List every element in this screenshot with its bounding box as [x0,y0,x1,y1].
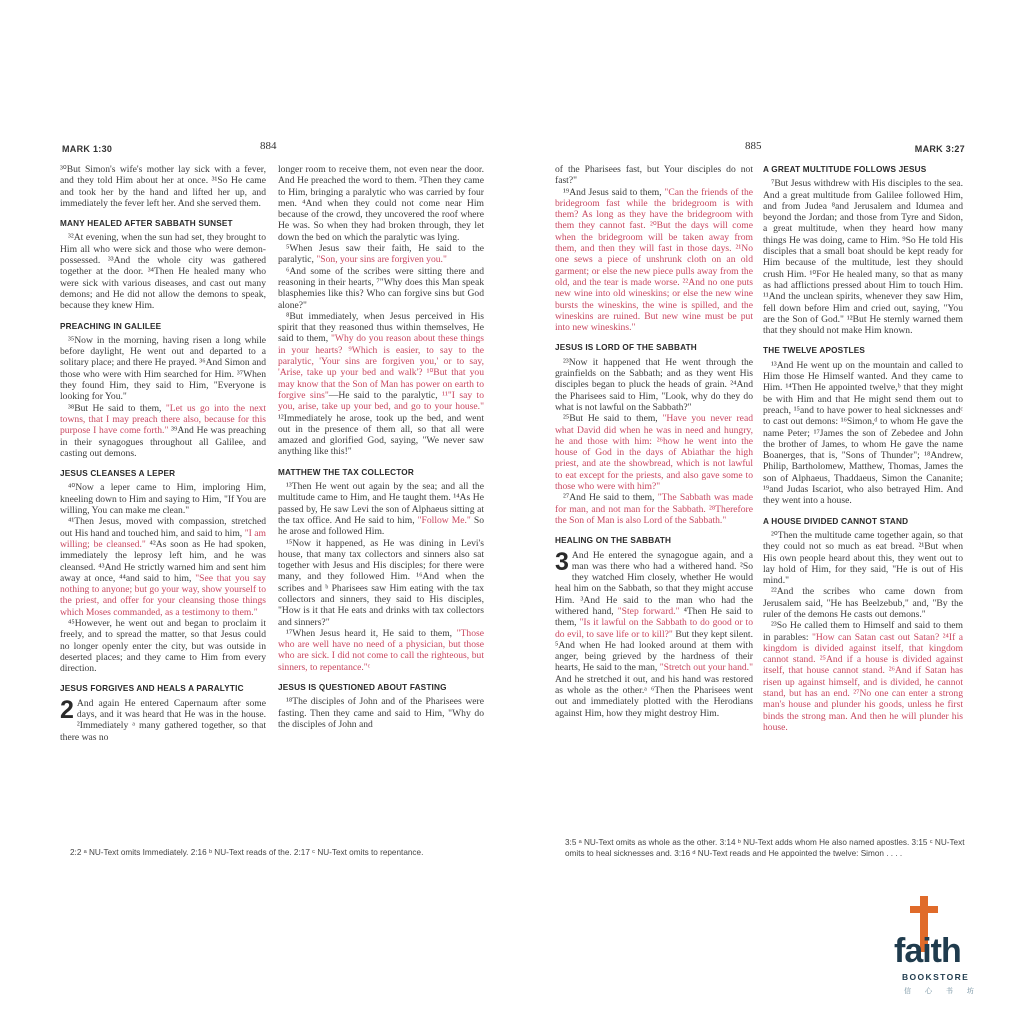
faith-bookstore-logo [892,896,992,1006]
running-head [555,140,965,158]
column-left [60,164,266,743]
paragraph [555,187,753,334]
paragraph [278,481,484,537]
paragraph [60,403,266,459]
chapter-number: 2 [60,695,74,724]
paragraph: of the Pharisees fast, but Your disciples do not fast?" [555,164,753,187]
words-of-jesus: "How can Satan cast out Satan? ²⁴If a kingdom is divided against itself, that kingdom cannot stand. ²⁵And if a house is divided against itself, that house cannot stand. ²⁶And if Satan has risen up against himself, and is divided, he cannot stand, but has an end. ²⁷No one can enter a strong man's house and plunder his goods, unless he first binds the strong man. And then he will plunder his house. [763,631,963,733]
text: And again He entered Capernaum after some days, and it was heard that He was in the house. ²Immediately ᵃ many gathered together, so that there was no [60,697,266,743]
running-reference: MARK 1:30 [62,144,113,154]
footnotes [70,848,423,859]
page-number: 884 [260,140,277,152]
paragraph: ⁴⁰Now a leper came to Him, imploring Him, kneeling down to Him and saying to Him, "If You are willing, You can make me clean." [60,482,266,517]
text: And he stretched it out, and his hand was restored as whole as the other.ᵃ ⁶Then the Pharisees went out and immediately plotted with the Herodians against Him, how they might destroy Him. [555,673,753,719]
words-of-jesus: "I am willing; be cleansed." [60,527,266,550]
chapter-number: 3 [555,547,569,576]
paragraph [278,243,484,266]
text: ²⁷And He said to them, [563,492,658,504]
column-right [763,164,963,733]
paragraph [555,413,753,492]
text: ⁴¹Then Jesus, moved with compassion, stretched out His hand and touched him, and said to him, [60,516,266,539]
words-of-jesus: "Follow Me." [417,514,471,526]
cross-icon-bar [910,906,938,913]
text: ¹²Immediately he arose, took up the bed, and went out in the presence of them all, so that all were amazed and glorified God, saying, "We never saw anything like this!" [278,412,484,458]
column-left [555,164,753,719]
paragraph: ¹⁸The disciples of John and of the Pharisees were fasting. Then they came and said to Him, "Why do the disciples of John and [278,696,484,730]
section-heading: HEALING ON THE SABBATH [555,536,672,546]
paragraph: ²⁰Then the multitude came together again, so that they could not so much as eat bread. ²¹But when His own people heard about this, they went out to lay hold of Him, for they said, "He is out of His mind." [763,529,963,587]
text: —He said to the paralytic, [328,389,443,401]
words-of-jesus: "See that you say nothing to anyone; but go your way, show yourself to the priest, and offer for your cleansing those things which Moses commanded, as a testimony to them." [60,572,266,618]
paragraph: longer room to receive them, not even near the door. And He preached the word to them. ³Then they came to Him, bringing a paralytic who was carried by four men. ⁴And when they could not come near Him because of the crowd, they uncovered the roof where He was. So when they had broken through, they let down the bed on which the paralytic was lying. [278,164,484,243]
words-of-jesus: "Why do you reason about these things in your hearts? ⁹Which is easier, to say to the paralytic, 'Your sins are forgiven you,' or to say, 'Arise, take up your bed and walk'? ¹⁰But that you may know that the Son of Man has power on earth to forgive sins" [278,333,484,401]
footnotes [565,838,965,859]
text: ⁵When Jesus saw their faith, He said to the paralytic, [278,243,484,266]
section-heading: PREACHING IN GALILEE [60,321,162,331]
text: ¹³Then He went out again by the sea; and all the multitude came to Him, and He taught them. ¹⁴As He passed by, He saw Levi the son of Alphaeus sitting at the tax office. And He said to him, [278,481,484,526]
text: ⁴Then He said to them, [555,605,753,629]
section-heading: JESUS CLEANSES A LEPER [60,469,176,479]
text: ²³So He called them to Himself and said to them in parables: [763,620,963,643]
left-page [60,140,490,857]
paragraph: ²³Now it happened that He went through the grainfields on the Sabbath; and as they went His disciples began to pluck the heads of grain. ²⁴And the Pharisees said to Him, "Look, why do they do what is not lawful on the Sabbath?" [555,356,753,413]
words-of-jesus: "Can the friends of the bridegroom fast while the bridegroom is with them? As long as they have the bridegroom with them they cannot fast. ²⁰But the days will come when the bridegroom will be taken away from them, and then they will fast in those days. ²¹No one sews a piece of unshrunk cloth on an old garment; or else the new piece pulls away from the old, and the tear is made worse. ²²And no one puts new wine into old wineskins; or else the new wine bursts the wineskins, the wine is spilled, and the wineskins are ruined. But new wine must be put into new wineskins." [555,186,753,334]
words-of-jesus: ¹¹"I say to you, arise, take up your bed, and go to your house." [278,389,484,413]
section-heading: MATTHEW THE TAX COLLECTOR [278,467,414,477]
footnote-text: 2:2 ᵃ NU-Text omits Immediately. 2:16 ᵇ NU-Text reads of the. 2:17 ᶜ NU-Text omits to repentance. [70,848,424,857]
text: ³⁹And He was preaching in their synagogues throughout all Galilee, and casting out demons. [60,425,266,459]
logo-wordmark: faith [894,932,961,970]
running-reference: MARK 3:27 [914,144,965,154]
column-right [278,164,484,730]
section-heading: THE TWELVE APOSTLES [763,346,866,356]
section-heading: JESUS IS QUESTIONED ABOUT FASTING [278,683,447,693]
footnote-text: 3:5 ᵃ NU-Text omits as whole as the other. 3:14 ᵇ NU-Text adds whom He also named apostles. 3:15 ᶜ NU-Text omits to heal sicknesses and. 3:16 ᵈ NU-Text reads and He appointed the twelve: Simon . . . . [565,838,965,858]
words-of-jesus: "Stretch out your hand." [659,662,753,674]
text: ¹⁹And Jesus said to them, [563,186,665,198]
paragraph [763,620,963,733]
paragraph [60,516,266,618]
section-heading: A HOUSE DIVIDED CANNOT STAND [763,516,909,526]
paragraph: ³⁰But Simon's wife's mother lay sick with a fever, and they told Him about her at once. ³¹So He came and took her by the hand and lifted her up, and immediately the fever left her. And she served them. [60,164,266,209]
paragraph: ²²And the scribes who came down from Jerusalem said, "He has Beelzebub," and, "By the ruler of the demons He casts out demons." [763,586,963,620]
paragraph: ⁷But Jesus withdrew with His disciples to the sea. And a great multitude from Galilee followed Him, and from Judea ⁸and Jerusalem and Idumea and beyond the Jordan; and those from Tyre and Sidon, a great multitude, when they heard how many things He was doing, came to Him. ⁹So He told His disciples that a small boat should be kept ready for Him because of the multitude, lest they should crush Him. ¹⁰For He healed many, so that as many as had afflictions pressed about Him to touch Him. ¹¹And the unclean spirits, whenever they saw Him, fell down before Him and cried out, saying, "You are the Son of God." ¹²But He sternly warned them that they should not make Him known. [763,178,963,337]
words-of-jesus: "Is it lawful on the Sabbath to do good or to do evil, to save life or to kill?" [555,617,754,640]
section-heading: MANY HEALED AFTER SABBATH SUNSET [60,219,233,229]
paragraph [278,628,484,673]
page-number: 885 [745,140,762,152]
words-of-jesus: "Have you never read what David did when he was in need and hungry, he and those with him: ²⁶how he went into the house of God in the days of Abiathar the high priest, and ate the showbread, which is not lawful to eat except for the priests, and also gave some to those who were with him?" [555,413,753,493]
paragraph: ⁴⁵However, he went out and began to proclaim it freely, and to spread the matter, so that Jesus could no longer openly enter the city, but was outside in deserted places; and they came to Him from every direction. [60,617,266,675]
paragraph [555,492,753,526]
text: ¹⁷When Jesus heard it, He said to them, [286,627,457,639]
section-heading: A GREAT MULTITUDE FOLLOWS JESUS [763,165,927,174]
paragraph: ³²At evening, when the sun had set, they brought to Him all who were sick and those who were demon-possessed. ³³And the whole city was gathered together at the door. ³⁴Then He healed many who were sick with various diseases, and cast out many demons; and He did not allow the demons to speak, because they knew Him. [60,232,266,312]
words-of-jesus: "Son, your sins are forgiven you." [316,254,447,266]
paragraph [278,311,484,458]
text: ³⁸But He said to them, [68,402,166,414]
text: But they kept silent. ⁵And when He had looked around at them with anger, being grieved by the hardness of their hearts, He said to the man, [555,628,753,674]
section-heading: JESUS IS LORD OF THE SABBATH [555,343,697,353]
section-heading: JESUS FORGIVES AND HEALS A PARALYTIC [60,684,244,694]
words-of-jesus: "Step forward." [617,605,680,617]
paragraph: ¹⁵Now it happened, as He was dining in Levi's house, that many tax collectors and sinners also sat together with Jesus and His disciples; for there were many, and they followed Him. ¹⁶And when the scribes and ᵇ Pharisees saw Him eating with the tax collectors and sinners, they said to His disciples, "How is it that He eats and drinks with tax collectors and sinners?" [278,537,484,628]
paragraph: ⁶And some of the scribes were sitting there and reasoning in their hearts, ⁷"Why does this Man speak blasphemies like this? Who can forgive sins but God alone?" [278,265,484,311]
text: And He entered the synagogue again, and a man was there who had a withered hand. ²So they watched Him closely, whether He would heal him on the Sabbath, so that they might accuse Him. ³And He said to the man who had the withered hand, [555,549,753,617]
paragraph [555,547,754,719]
running-head [60,140,490,158]
words-of-jesus: "The Sabbath was made for man, and not man for the Sabbath. ²⁸Therefore the Son of Man is also Lord of the Sabbath." [555,492,753,526]
text: So he arose and followed Him. [278,514,485,538]
paragraph: ³⁵Now in the morning, having risen a long while before daylight, He went out and departed to a solitary place; and there He prayed. ³⁶And Simon and those who were with Him searched for Him. ³⁷When they found Him, they said to Him, "Everyone is looking for You." [60,334,266,403]
text: ²⁵But He said to them, [563,413,663,425]
paragraph: ¹³And He went up on the mountain and called to Him those He Himself wanted. And they came to Him. ¹⁴Then He appointed twelve,ᵇ that they might be with Him and that He might send them out to preach, ¹⁵and to have power to heal sicknesses andᶜ to cast out demons: ¹⁶Simon,ᵈ to whom He gave the name Peter; ¹⁷James the son of Zebedee and John the brother of James, to whom He gave the name Boanerges, that is, "Sons of Thunder"; ¹⁸Andrew, Philip, Bartholomew, Matthew, Thomas, James the son of Alphaeus, Thaddaeus, Simon the Cananite; ¹⁹and Judas Iscariot, who also betrayed Him. And they went into a house. [763,359,963,507]
words-of-jesus: "Let us go into the next towns, that I may preach there also, because for this purpose I have come forth." [60,402,266,437]
text: ⁴²As soon as He had spoken, immediately the leprosy left him, and he was cleansed. ⁴³And He strictly warned him and sent him away at once, ⁴⁴and said to him, [60,538,266,584]
logo-subtitle: BOOKSTORE [902,972,970,982]
paragraph [60,695,266,743]
text: ⁸But immediately, when Jesus perceived in His spirit that they reasoned thus within themselves, He said to them, [278,310,484,345]
right-page [555,140,965,858]
logo-chinese-subtitle: 信 心 书 坊 [904,988,980,995]
words-of-jesus: "Those who are well have no need of a physician, but those who are sick. I did not come to call the righteous, but sinners, to repentance."ᶜ [278,627,484,673]
